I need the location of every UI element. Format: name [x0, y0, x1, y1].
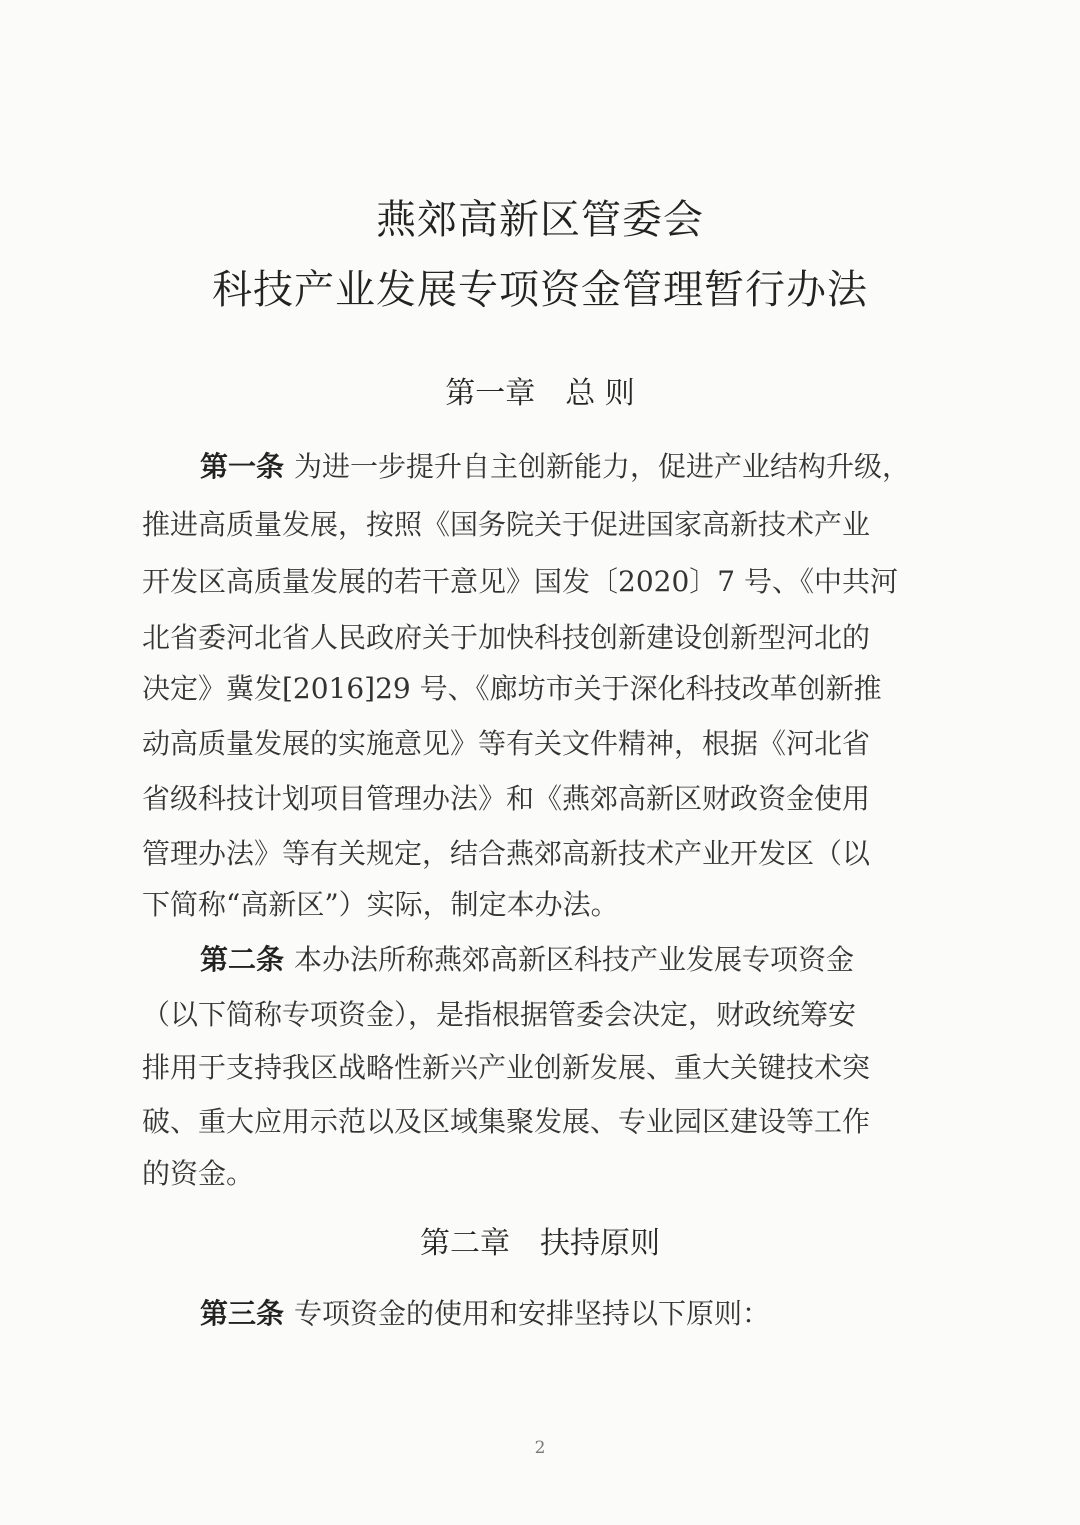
- article-1-line-1: [200, 445, 910, 485]
- article-2-line-3: 排用于支持我区战略性新兴产业创新发展、重大关键技术突: [142, 1051, 871, 1084]
- article-1-text: 为进一步提升自主创新能力，促进产业结构升级，: [294, 450, 911, 483]
- article-2-line-1: [200, 938, 854, 978]
- article-1-line-9: 下简称“高新区”）实际，制定本办法。: [142, 888, 619, 921]
- article-2-line-5: 的资金。: [142, 1157, 255, 1190]
- article-3-text: 专项资金的使用和安排坚持以下原则：: [294, 1297, 771, 1330]
- document-title-line-1: 燕郊高新区管委会: [376, 197, 704, 243]
- article-1-head: 第一条: [200, 450, 285, 483]
- document-title-line-2: 科技产业发展专项资金管理暂行办法: [212, 267, 868, 313]
- article-1-line-7: 省级科技计划项目管理办法》和《燕郊高新区财政资金使用: [142, 782, 871, 815]
- article-2-line-4: 破、重大应用示范以及区域集聚发展、专业园区建设等工作: [142, 1105, 871, 1138]
- article-3-head: 第三条: [200, 1297, 285, 1330]
- article-2-line-2: （以下简称专项资金），是指根据管委会决定，财政统筹安: [142, 998, 857, 1031]
- article-1-line-5: 决定》冀发[2016]29 号、《廊坊市关于深化科技改革创新推: [142, 672, 882, 705]
- article-1-line-8: 管理办法》等有关规定，结合燕郊高新技术产业开发区（以: [142, 837, 871, 870]
- article-1-line-2: 推进高质量发展，按照《国务院关于促进国家高新技术产业: [142, 508, 871, 541]
- article-2-text: 本办法所称燕郊高新区科技产业发展专项资金: [294, 943, 855, 976]
- chapter-1-heading: 第一章 总 则: [445, 376, 635, 411]
- article-3-line-1: [200, 1292, 770, 1332]
- article-2-head: 第二条: [200, 943, 285, 976]
- article-1-line-3: 开发区高质量发展的若干意见》国发〔2020〕7 号、《中共河: [142, 565, 898, 598]
- article-1-line-6: 动高质量发展的实施意见》等有关文件精神，根据《河北省: [142, 727, 871, 760]
- article-1-line-4: 北省委河北省人民政府关于加快科技创新建设创新型河北的: [142, 621, 871, 654]
- chapter-2-heading: 第二章 扶持原则: [420, 1226, 660, 1261]
- page-number: 2: [534, 1438, 546, 1458]
